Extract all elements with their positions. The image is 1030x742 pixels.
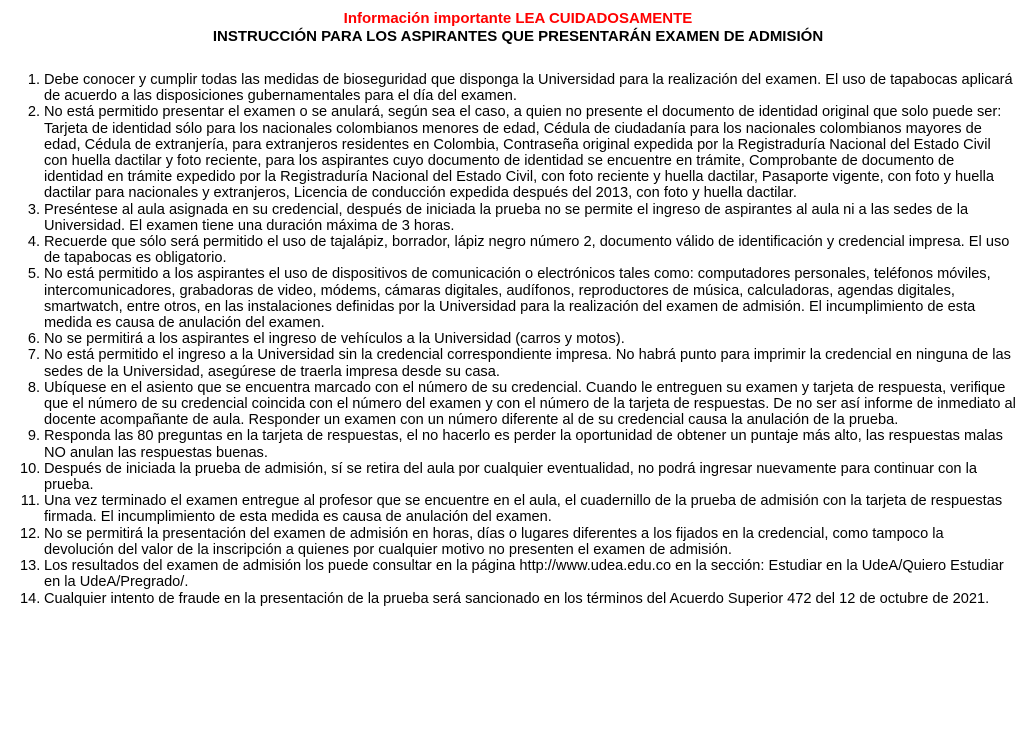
instruction-item-8: [20, 380, 1016, 429]
item-number: 13.: [20, 558, 41, 575]
instruction-item-6: [20, 331, 1016, 347]
instruction-item-9: [20, 428, 1016, 460]
item-number: 7.: [27, 347, 40, 364]
item-text: No está permitido presentar el examen o se anulará, según sea el caso, a quien no presente el documento de identidad original que solo puede ser: Tarjeta de identidad sólo para los nacionales colombianos menores de edad, Cédula de ciudadanía para los nacionales colombianos mayores de edad, Cédula de extranjería, para extranjeros residentes en Colombia, Contraseña original expedida por la Registraduría Nacional del Estado Civil con huella dactilar y foto reciente, para los aspirantes cuyo documento de identidad se encuentre en trámite, Comprobante de documento de identidad en trámite expedido por la Registraduría Nacional del Estado Civil, con foto reciente y huella dactilar, Pasaporte vigente, con foto y huella dactilar para nacionales y extranjeros, Licencia de conducción expedida después del 2013, con foto y huella dactilar.: [44, 104, 1002, 202]
item-number: 1.: [27, 72, 40, 88]
item-text: No está permitido a los aspirantes el uso de dispositivos de comunicación o electrónicos tales como: computadores personales, teléfonos móviles, intercomunicadores, grabadoras de video, módems, cámaras digitales, audífonos, reproductores de música, calculadoras, agendas digitales, smartwatch, entre otros, en las instalaciones definidas por la Universidad para la realización del examen de admisión. El incumplimiento de esta medida es causa de anulación del examen.: [44, 266, 991, 332]
instruction-item-12: [20, 526, 1016, 558]
instruction-item-2: [20, 104, 1016, 201]
item-number: 3.: [27, 201, 40, 218]
item-text: No se permitirá a los aspirantes el ingreso de vehículos a la Universidad (carros y motos).: [44, 331, 625, 348]
instruction-item-7: [20, 347, 1016, 379]
instruction-item-1: [20, 72, 1016, 104]
item-text: Debe conocer y cumplir todas las medidas de bioseguridad que disponga la Universidad para la realización del examen. El uso de tapabocas aplicará de acuerdo a las disposiciones gubernamentales para el día del examen.: [44, 72, 1013, 105]
item-number: 4.: [27, 234, 40, 251]
instruction-item-11: [20, 493, 1016, 525]
item-text: Después de iniciada la prueba de admisión, sí se retira del aula por cualquier eventualidad, no podrá ingresar nuevamente para continuar con la prueba.: [44, 460, 977, 494]
instruction-item-5: [20, 266, 1016, 331]
item-number: 11.: [20, 493, 40, 510]
item-text: No se permitirá la presentación del examen de admisión en horas, días o lugares diferentes a los fijados en la credencial, como tampoco la devolución del valor de la inscripción a quienes por cualquier motivo no presenten el examen de admisión.: [44, 525, 944, 558]
instruction-item-3: [20, 202, 1016, 234]
instruction-item-10: [20, 461, 1016, 493]
item-number: 2.: [27, 104, 40, 121]
instructions-title: INSTRUCCIÓN PARA LOS ASPIRANTES QUE PRESENTARÁN EXAMEN DE ADMISIÓN: [212, 28, 824, 45]
instruction-item-14: [20, 591, 1016, 607]
item-number: 9.: [27, 428, 40, 445]
item-text: Los resultados del examen de admisión los puede consultar en la página http://www.udea.edu.co en la sección: Estudiar en la UdeA/Quiero Estudiar en la UdeA/Pregrado/.: [44, 558, 1004, 591]
document-header: [20, 10, 1016, 46]
item-text: Responda las 80 preguntas en la tarjeta de respuestas, el no hacerlo es perder la oportunidad de obtener un puntaje más alto, las respuestas malas NO anulan las respuestas buenas.: [44, 428, 1003, 461]
item-number: 14.: [20, 590, 41, 607]
instruction-item-13: [20, 558, 1016, 590]
item-text: Preséntese al aula asignada en su credencial, después de iniciada la prueba no se permite el ingreso de aspirantes al aula ni a las sedes de la Universidad. El examen tiene una duración máxima de 3 horas.: [44, 201, 969, 234]
item-text: Recuerde que sólo será permitido el uso de tajalápiz, borrador, lápiz negro número 2, documento válido de identificación y credencial impresa. El uso de tapabocas es obligatorio.: [44, 234, 1010, 267]
instructions-list: [20, 72, 1016, 607]
item-number: 8.: [27, 379, 40, 396]
important-notice-heading: Información importante LEA CUIDADOSAMENTE: [343, 10, 693, 27]
item-text: Una vez terminado el examen entregue al profesor que se encuentre en el aula, el cuadernillo de la prueba de admisión con la tarjeta de respuestas firmada. El incumplimiento de esta medida es causa de anulación del examen.: [44, 493, 1003, 526]
item-number: 10.: [20, 460, 41, 477]
item-number: 12.: [20, 525, 41, 542]
item-number: 5.: [27, 266, 40, 283]
item-text: Cualquier intento de fraude en la presentación de la prueba será sancionado en los términos del Acuerdo Superior 472 del 12 de octubre de 2021.: [44, 590, 990, 607]
item-text: Ubíquese en el asiento que se encuentra marcado con el número de su credencial. Cuando le entreguen su examen y tarjeta de respuesta, verifique que el número de su credencial coincida con el número del examen y con el número de la tarjeta de respuestas. De no ser así informe de inmediato al docente acompañante de aula. Responder un examen con un número diferente al de su credencial causa la anulación de la prueba.: [44, 379, 1016, 429]
item-text: No está permitido el ingreso a la Universidad sin la credencial correspondiente impresa. No habrá punto para imprimir la credencial en ninguna de las sedes de la Universidad, asegúrese de traerla impresa desde su casa.: [44, 347, 1011, 380]
instruction-item-4: [20, 234, 1016, 266]
item-number: 6.: [27, 331, 40, 348]
